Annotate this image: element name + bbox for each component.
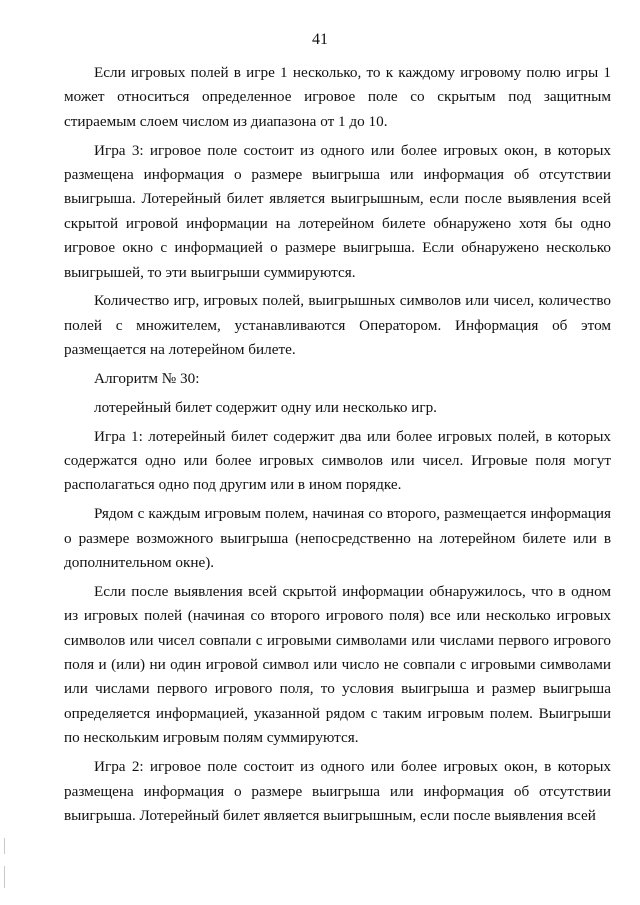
paragraph-game1: Игра 1: лотерейный билет содержит два или более игровых полей, в которых содержатся одно или более игровых символов или чисел. Игровые поля могут располагаться одно под другим или в ином порядке. (64, 427, 611, 494)
paragraph-game2: Игра 2: игровое поле состоит из одного или более игровых окон, в которых размещена информация о размере выигрыша или информация об отсутствии выигрыша. Лотерейный билет является выигрышным, если после выявления всей (64, 758, 611, 824)
paragraph-algorithm-heading: Алгоритм № 30: (94, 370, 200, 388)
paragraph-operator-settings: Количество игр, игровых полей, выигрышных символов или чисел, количество полей с множителем, устанавливаются Оператором. Информация об этом размещается на лотерейном билете. (64, 292, 611, 359)
body-text (64, 61, 611, 828)
paragraph-ticket-contains: лотерейный билет содержит одну или несколько игр. (94, 398, 437, 416)
paragraph-game3: Игра 3: игровое поле состоит из одного или более игровых окон, в которых размещена информация о размере выигрыша или информация об отсутствии выигрыша. Лотерейный билет является выигрышным, если после выявления всей скрытой игровой информации на лотерейном билете обнаружено хотя бы одно игровое окно с информацией о размере выигрыша. Если обнаружено несколько выигрышей, то эти выигрыши суммируются. (64, 141, 611, 281)
scan-margin-mark (4, 838, 5, 854)
scan-margin-mark (4, 866, 5, 888)
paragraph-win-conditions: Если после выявления всей скрытой информации обнаружилось, что в одном из игровых полей (начиная со второго игрового поля) все или несколько игровых символов или чисел совпали с игровыми символами или числами первого игрового поля и (или) ни один игровой символ или число не совпали с игровыми символами или числами первого игрового поля, то условия выигрыша и размер выигрыша определяется информацией, указанной рядом с таким игровым полем. Выигрыши по нескольким игровым полям суммируются. (64, 582, 611, 747)
paragraph-prize-info: Рядом с каждым игровым полем, начиная со второго, размещается информация о размере возможного выигрыша (непосредственно на лотерейном билете или в дополнительном окне). (64, 505, 611, 572)
page-number: 41 (312, 31, 328, 48)
paragraph-game1-fields: Если игровых полей в игре 1 несколько, то к каждому игровому полю игры 1 может относиться определенное игровое поле со скрытым под защитным стираемым слоем числом из диапазона от 1 до 10. (64, 64, 611, 130)
